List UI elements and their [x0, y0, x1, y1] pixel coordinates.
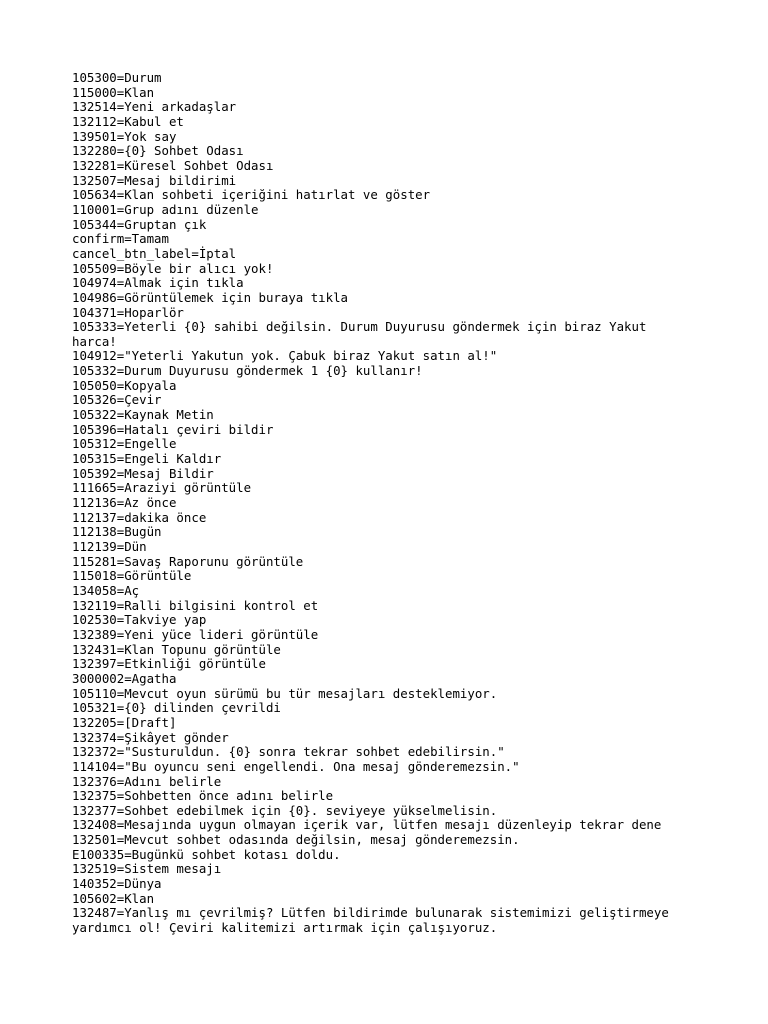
text-line: 105396=Hatalı çeviri bildir — [72, 421, 274, 437]
text-line: E100335=Bugünkü sohbet kotası doldu. — [72, 846, 341, 862]
text-line: 115018=Görüntüle — [72, 568, 192, 584]
text-line: 132514=Yeni arkadaşlar — [72, 99, 237, 115]
text-line: 105110=Mevcut oyun sürümü bu tür mesajları desteklemiyor. — [72, 685, 498, 701]
text-line: 112139=Dün — [72, 539, 147, 554]
text-line: 132519=Sistem mesajı — [72, 861, 222, 877]
text-line: 104912="Yeterli Yakutun yok. Çabuk biraz Yakut satın al!" — [72, 348, 498, 364]
text-line: 132377=Sohbet edebilmek için {0}. seviyeye yükselmelisin. — [72, 802, 498, 818]
text-line: 132408=Mesajında uygun olmayan içerik var, lütfen mesajı düzenleyip tekrar dene — [72, 817, 662, 833]
text-line: 115000=Klan — [72, 84, 155, 100]
text-line: 105602=Klan — [72, 890, 155, 906]
text-line: 102530=Takviye yap — [72, 612, 207, 628]
text-line: 112137=dakika önce — [72, 509, 207, 525]
document-body — [72, 71, 712, 936]
text-line: 105326=Çevir — [72, 392, 162, 408]
text-line: 110001=Grup adını düzenle — [72, 201, 259, 217]
text-line: 112138=Bugün — [72, 524, 162, 540]
text-line: 105312=Engelle — [72, 436, 177, 452]
text-line: 105321={0} dilinden çevrildi — [72, 700, 281, 716]
text-line: 132112=Kabul et — [72, 113, 184, 129]
text-line: 139501=Yok say — [72, 128, 177, 144]
text-line: 132372="Susturuldun. {0} sonra tekrar sohbet edebilirsin." — [72, 744, 505, 760]
text-line: 104974=Almak için tıkla — [72, 275, 244, 291]
text-line: 132376=Adını belirle — [72, 773, 222, 789]
text-line: cancel_btn_label=İptal — [72, 245, 237, 261]
text-line: 132389=Yeni yüce lideri görüntüle — [72, 626, 319, 642]
text-line: confirm=Tamam — [72, 231, 169, 247]
text-line: 132374=Şikâyet gönder — [72, 729, 229, 745]
text-line: 105634=Klan sohbeti içeriğini hatırlat ve göster — [72, 187, 431, 203]
text-line: 105344=Gruptan çık — [72, 216, 207, 232]
text-line: 3000002=Agatha — [72, 670, 177, 686]
text-line: 104986=Görüntülemek için buraya tıkla — [72, 289, 349, 305]
text-line: 105050=Kopyala — [72, 377, 177, 393]
text-line: 105322=Kaynak Metin — [72, 407, 214, 423]
text-line: 132507=Mesaj bildirimi — [72, 172, 237, 188]
text-line: 132487=Yanlış mı çevrilmiş? Lütfen bildirimde bulunarak sistemimizi geliştirmeye — [72, 905, 669, 921]
text-line: 112136=Az önce — [72, 495, 177, 511]
text-line: harca! — [72, 333, 117, 349]
text-line: 105392=Mesaj Bildir — [72, 465, 214, 481]
text-line: 104371=Hoparlör — [72, 304, 184, 320]
text-line: 132431=Klan Topunu görüntüle — [72, 641, 281, 657]
text-line: 111665=Araziyi görüntüle — [72, 480, 252, 496]
text-line: 132280={0} Sohbet Odası — [72, 143, 244, 159]
text-line: 132281=Küresel Sohbet Odası — [72, 157, 274, 173]
text-line: 105332=Durum Duyurusu göndermek 1 {0} kullanır! — [72, 363, 423, 379]
text-line: 114104="Bu oyuncu seni engellendi. Ona mesaj gönderemezsin." — [72, 758, 520, 774]
text-line: 105315=Engeli Kaldır — [72, 451, 222, 467]
text-line: 132119=Ralli bilgisini kontrol et — [72, 597, 319, 613]
text-line: 115281=Savaş Raporunu görüntüle — [72, 553, 304, 569]
text-line: 105509=Böyle bir alıcı yok! — [72, 260, 274, 276]
text-line: yardımcı ol! Çeviri kalitemizi artırmak için çalışıyoruz. — [72, 920, 498, 936]
text-line: 132205=[Draft] — [72, 714, 177, 730]
text-line: 132397=Etkinliği görüntüle — [72, 656, 266, 672]
text-line: 140352=Dünya — [72, 876, 162, 892]
text-line: 105300=Durum — [72, 70, 162, 85]
text-line: 132501=Mevcut sohbet odasında değilsin, mesaj gönderemezsin. — [72, 832, 520, 848]
text-line: 105333=Yeterli {0} sahibi değilsin. Durum Duyurusu göndermek için biraz Yakut — [72, 319, 647, 335]
text-line: 134058=Aç — [72, 582, 140, 598]
text-line: 132375=Sohbetten önce adını belirle — [72, 788, 334, 804]
